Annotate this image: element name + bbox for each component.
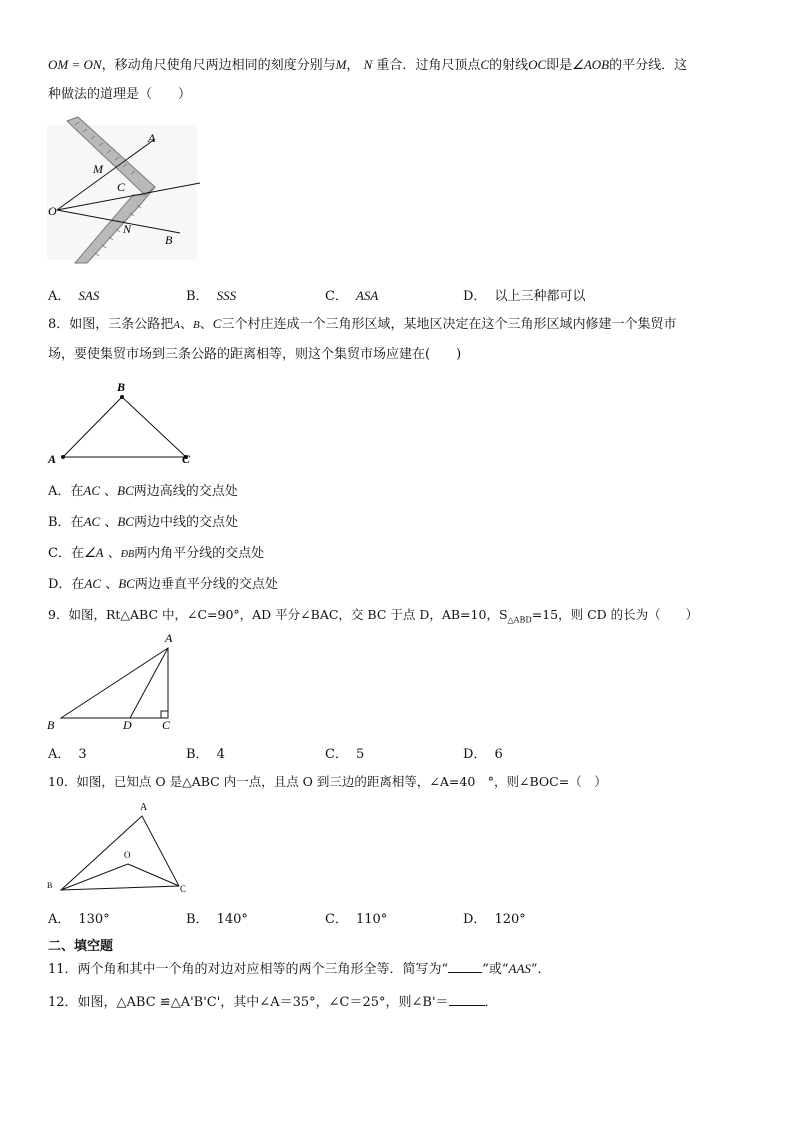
q7-option-c[interactable]: C． ASA [325,288,379,304]
q11-blank[interactable] [448,960,482,973]
point-A [61,455,65,459]
q11-stem: 11．两个角和其中一个角的对边对应相等的两个三角形全等．简写为“ ”或“AAS”． [48,961,551,977]
label-B: B [117,380,126,394]
q8-stem-line1: 8．如图，三条公路把A、B、C三个村庄连成一个三角形区域，某地区决定在这个三角形区域内修建一个集贸市 [48,316,677,332]
q9-figure [45,630,185,730]
q8-option-a[interactable]: A．在AC 、BC两边高线的交点处 [48,483,238,499]
label-B: B [165,233,173,247]
q8-option-b[interactable]: B．在AC 、BC两边中线的交点处 [48,514,238,530]
q7-stem-line1: OM = ON，移动角尺使角尺两边相同的刻度分别与M， N 重合．过角尺顶点C的射线OC即是∠AOB的平分线．这 [48,57,688,73]
label-C: C [117,180,126,194]
q10-option-a[interactable]: A． 130° [48,912,110,927]
q12-blank[interactable] [449,993,485,1006]
segment-OC [128,864,179,886]
q7-option-d[interactable]: D． 以上三种都可以 [463,289,586,304]
q9-stem: 9．如图，Rt△ABC 中，∠C=90°，AD 平分∠BAC，交 BC 于点 D，AB=10，$S_{\triangle ABD}=15$，则 CD 的长为（ ） [48,607,699,625]
segment-AD [130,648,168,718]
label-O: O [124,850,131,860]
q7-option-b[interactable]: B． SSS [186,288,237,304]
q8-stem-line2: 场，要使集贸市场到三条公路的距离相等，则这个集贸市场应建在( ) [48,347,462,362]
q12-stem: 12．如图，△ABC ≌△A'B'C'，其中∠A＝35°，∠C＝25°，则∠B'＝ ． [48,995,498,1010]
q10-option-c[interactable]: C． 110° [325,912,388,927]
q8-option-d[interactable]: D．在AC 、BC两边垂直平分线的交点处 [48,576,278,592]
q7-stem-line2: 种做法的道理是（ ） [48,87,192,102]
label-A: A [140,802,148,813]
triangle-ABC [61,648,168,718]
label-B: B [47,718,55,732]
label-A: A [148,131,156,145]
q8-figure [45,378,205,468]
label-B: B [47,881,53,890]
label-A: A [48,452,57,466]
label-C: C [180,884,187,894]
q9-option-c[interactable]: C． 5 [325,747,365,762]
label-O: O [48,204,57,218]
q7-option-a[interactable]: A． SAS [48,288,100,304]
q10-option-d[interactable]: D． 120° [463,912,526,927]
section-fill-in-blank-title: 二、填空题 [48,939,114,954]
label-C: C [182,452,191,466]
label-N: N [123,222,132,236]
q9-option-d[interactable]: D． 6 [463,747,503,762]
q8-option-c[interactable]: C．在∠A 、ÐB两内角平分线的交点处 [48,545,265,561]
q10-option-b[interactable]: B． 140° [186,912,248,927]
label-A: A [165,631,173,645]
right-angle-mark [161,711,168,718]
q7-figure [45,115,205,265]
q9-option-a[interactable]: A． 3 [48,747,87,762]
segment-BO [61,864,128,890]
label-D: D [123,718,132,732]
q10-figure [45,798,195,898]
q10-stem: 10．如图，已知点 O 是△ABC 内一点，且点 O 到三边的距离相等，∠A=40 °，则∠BOC=（ ） [48,774,607,789]
label-M: M [93,162,103,176]
label-C: C [162,718,171,732]
point-B [120,395,124,399]
q9-option-b[interactable]: B． 4 [186,747,225,762]
triangle-ABC [63,397,186,457]
